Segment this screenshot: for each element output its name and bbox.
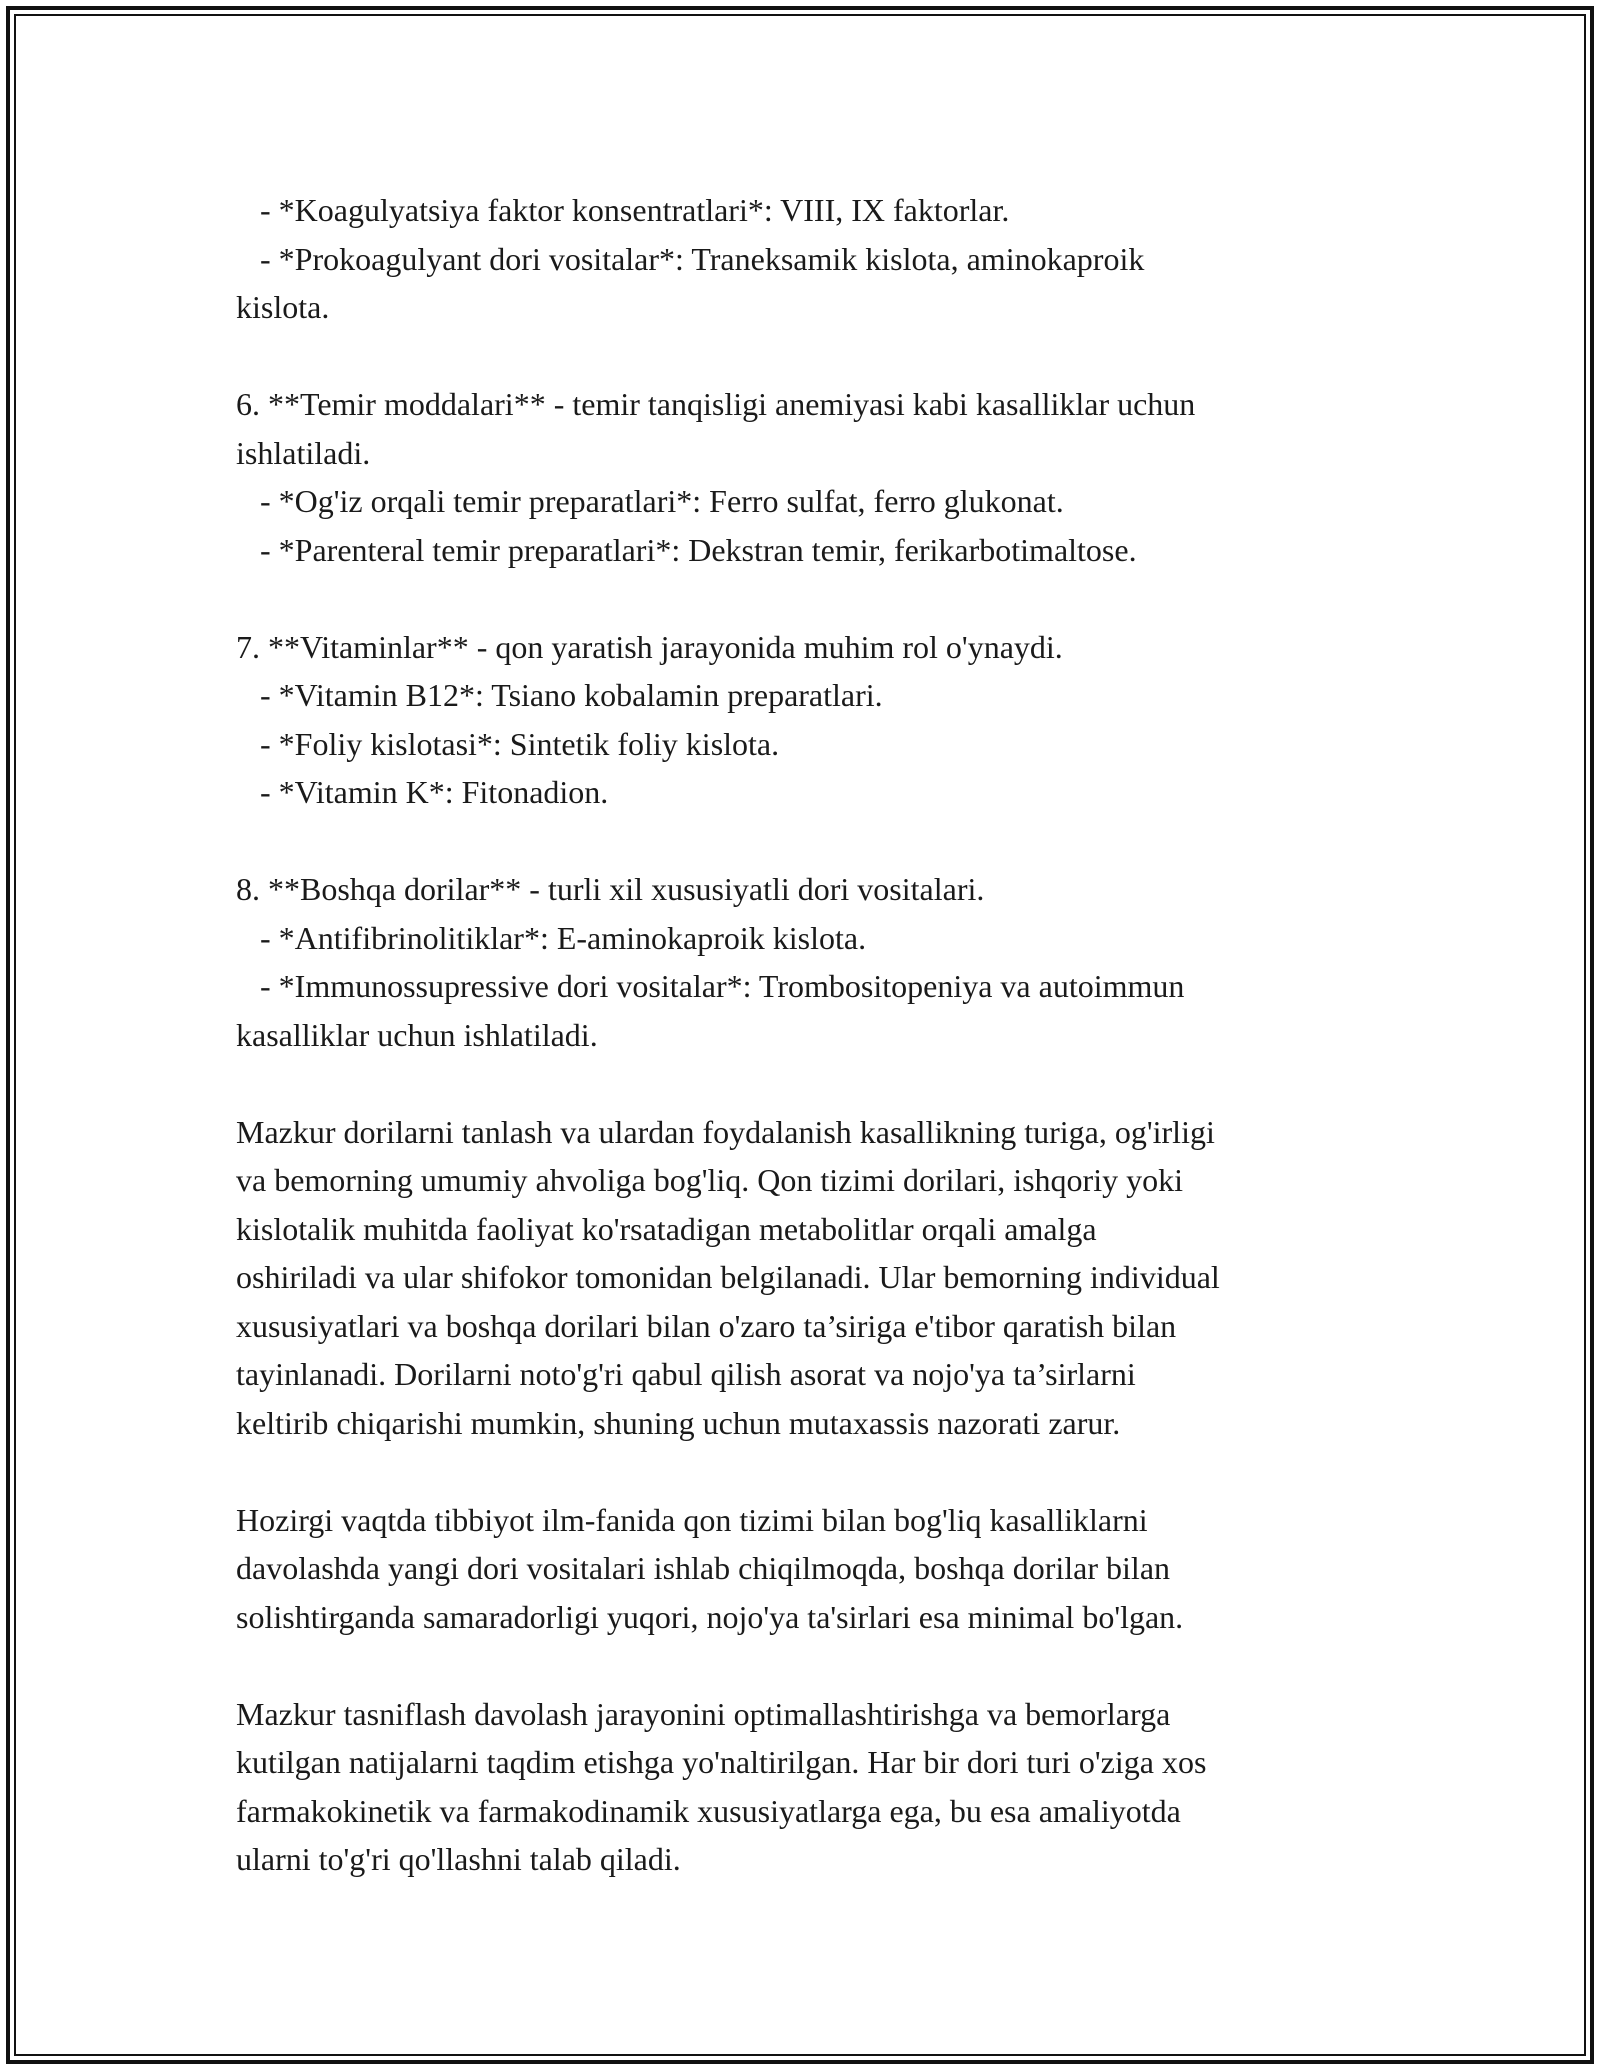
paragraph-vitamins	[236, 623, 1376, 817]
text-line: Hozirgi vaqtda tibbiyot ilm-fanida qon tizimi bilan bog'liq kasalliklarni	[236, 1501, 1148, 1538]
text-line: kasalliklar uchun ishlatiladi.	[236, 1016, 598, 1053]
text-line: solishtirganda samaradorligi yuqori, nojo'ya ta'sirlari esa minimal bo'lgan.	[236, 1598, 1184, 1635]
text-line: keltirib chiqarishi mumkin, shuning uchun mutaxassis nazorati zarur.	[236, 1404, 1121, 1441]
text-line: kislota.	[236, 289, 330, 325]
text-line: davolashda yangi dori vositalari ishlab chiqilmoqda, boshqa dorilar bilan	[236, 1550, 1171, 1586]
text-line: 7. **Vitaminlar** - qon yaratish jarayonida muhim rol o'ynaydi.	[236, 628, 1063, 665]
text-line: va bemorning umumiy ahvoliga bog'liq. Qon tizimi dorilari, ishqoriy yoki	[236, 1162, 1183, 1198]
text-line: Mazkur dorilarni tanlash va ulardan foydalanish kasallikning turiga, og'irligi	[236, 1113, 1215, 1150]
paragraph-classification-summary	[236, 1690, 1376, 1884]
paragraph-gap	[236, 1447, 1376, 1496]
text-line: kutilgan natijalarni taqdim etishga yo'naltirilgan. Har bir dori turi o'ziga xos	[236, 1744, 1207, 1780]
document-body	[236, 186, 1376, 1884]
paragraph-gap	[236, 817, 1376, 866]
text-line: - *Vitamin B12*: Tsiano kobalamin preparatlari.	[236, 677, 883, 713]
text-line: tayinlanadi. Dorilarni noto'g'ri qabul qilish asorat va nojo'ya ta’sirlarni	[236, 1356, 1136, 1392]
text-line: - *Antifibrinolitiklar*: E-aminokaproik kislota.	[236, 919, 867, 956]
text-line: - *Og'iz orqali temir preparatlari*: Ferro sulfat, ferro glukonat.	[236, 483, 1064, 519]
paragraph-gap	[236, 1641, 1376, 1690]
paragraph-iron-substances	[236, 380, 1376, 574]
text-line: xususiyatlari va boshqa dorilari bilan o'zaro ta’siriga e'tibor qaratish bilan	[236, 1307, 1177, 1344]
text-line: - *Foliy kislotasi*: Sintetik foliy kislota.	[236, 725, 780, 762]
paragraph-other-drugs	[236, 865, 1376, 1059]
text-line: Mazkur tasniflash davolash jarayonini optimallashtirishga va bemorlarga	[236, 1695, 1171, 1732]
text-line: oshiriladi va ular shifokor tomonidan belgilanadi. Ular bemorning individual	[236, 1259, 1220, 1295]
text-line: - *Parenteral temir preparatlari*: Dekstran temir, ferikarbotimaltose.	[236, 531, 1137, 568]
paragraph-modern-medicine	[236, 1496, 1376, 1642]
text-line: kislotalik muhitda faoliyat ko'rsatadigan metabolitlar orqali amalga	[236, 1210, 1097, 1247]
text-line: ularni to'g'ri qo'llashni talab qiladi.	[236, 1841, 681, 1877]
text-line: 6. **Temir moddalari** - temir tanqisligi anemiyasi kabi kasalliklar uchun	[236, 386, 1196, 422]
text-line: - *Vitamin K*: Fitonadion.	[236, 774, 609, 810]
paragraph-gap	[236, 1059, 1376, 1108]
paragraph-gap	[236, 574, 1376, 623]
paragraph-coagulation-factors	[236, 186, 1376, 332]
text-line: farmakokinetik va farmakodinamik xususiyatlarga ega, bu esa amaliyotda	[236, 1792, 1181, 1829]
paragraph-drug-selection	[236, 1108, 1376, 1448]
text-line: ishlatiladi.	[236, 434, 371, 471]
paragraph-gap	[236, 332, 1376, 381]
text-line: 8. **Boshqa dorilar** - turli xil xususiyatli dori vositalari.	[236, 871, 985, 907]
text-line: - *Koagulyatsiya faktor konsentratlari*: VIII, IX faktorlar.	[236, 192, 1010, 228]
text-line: - *Prokoagulyant dori vositalar*: Traneksamik kislota, aminokaproik	[236, 240, 1145, 277]
text-line: - *Immunossupressive dori vositalar*: Trombositopeniya va autoimmun	[236, 968, 1185, 1004]
